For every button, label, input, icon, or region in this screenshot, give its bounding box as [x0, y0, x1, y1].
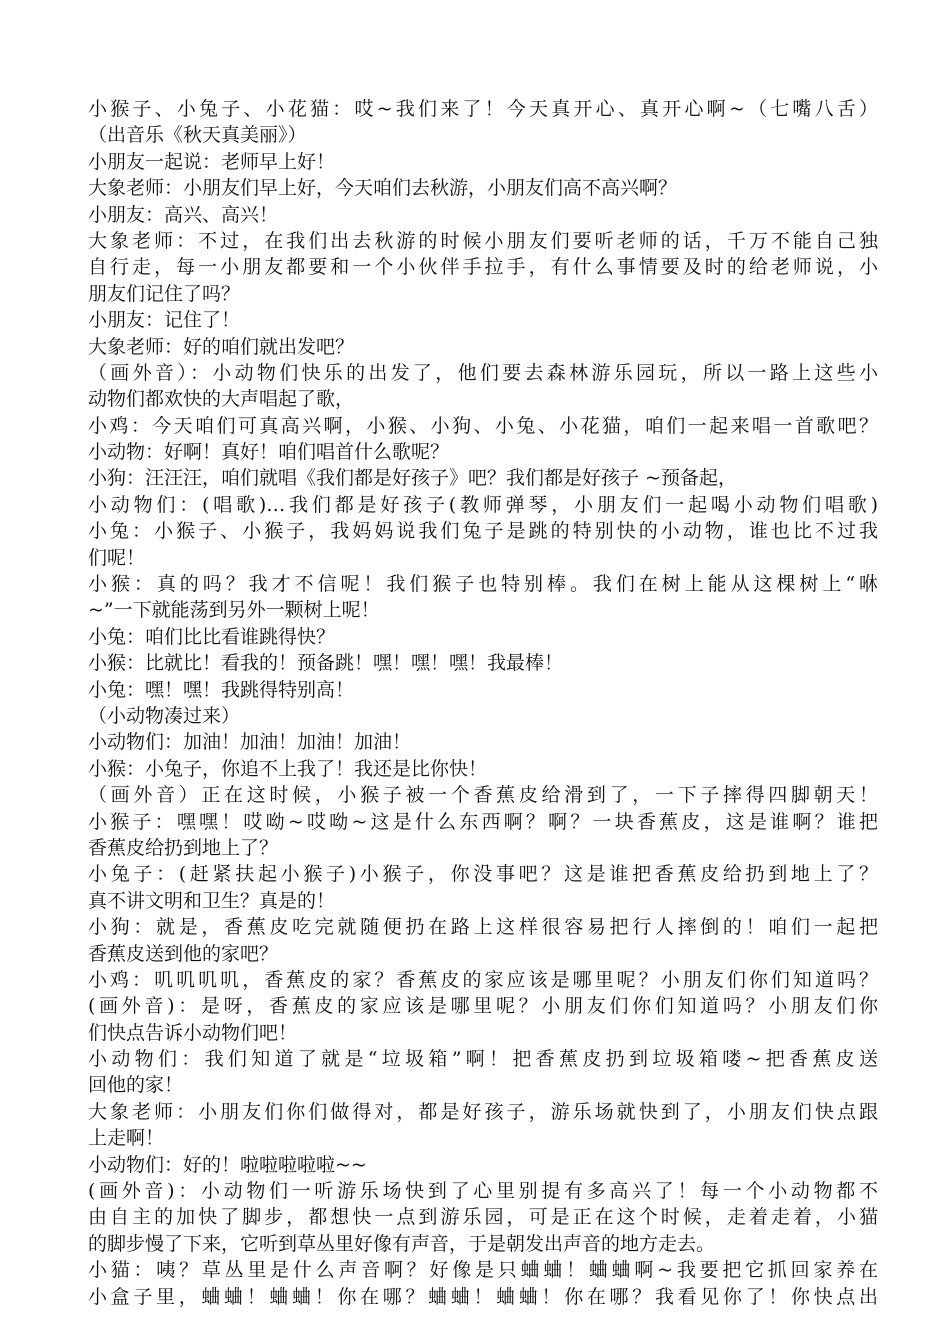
text-line: 小兔：小猴子、小猴子，我妈妈说我们兔子是跳的特别快的小动物，谁也比不过我 — [88, 520, 878, 543]
text-line: 小兔：咱们比比看谁跳得快？ — [88, 625, 336, 648]
text-line: 动物们都欢快的大声唱起了歌， — [88, 388, 355, 411]
text-line: 小鸡：今天咱们可真高兴啊，小猴、小狗、小兔、小花猫，咱们一起来唱一首歌吧？ — [88, 414, 878, 437]
text-line: 回他的家！ — [88, 1074, 184, 1097]
text-line: 小盒子里，蛐蛐！蛐蛐！你在哪？蛐蛐！蛐蛐！你在哪？我看见你了！你快点出 — [88, 1285, 878, 1308]
text-line: 自行走，每一小朋友都要和一个小伙伴手拉手，有什么事情要及时的给老师说，小 — [88, 256, 878, 279]
text-line: 小动物：好啊！真好！咱们唱首什么歌呢？ — [88, 441, 450, 464]
text-line: 小猴：真的吗？我才不信呢！我们猴子也特别棒。我们在树上能从这棵树上“咻 — [88, 573, 878, 596]
text-line: 由自主的加快了脚步，都想快一点到游乐园，可是正在这个时候，走着走着，小猫 — [88, 1206, 878, 1229]
text-line: （画外音）正在这时候，小猴子被一个香蕉皮给滑到了，一下子摔得四脚朝天！ — [88, 784, 878, 807]
text-line: （画外音）：小动物们快乐的出发了，他们要去森林游乐园玩，所以一路上这些小 — [88, 361, 878, 384]
text-line: （小动物凑过来） — [88, 704, 241, 727]
text-line: 小兔：嘿！嘿！我跳得特别高！ — [88, 678, 355, 701]
text-line: 大象老师：好的咱们就出发吧？ — [88, 335, 355, 358]
text-line: (画外音)：小动物们一听游乐场快到了心里别提有多高兴了！每一个小动物都不 — [88, 1180, 878, 1203]
text-line: 小动物们：我们知道了就是“垃圾箱”啊！把香蕉皮扔到垃圾箱喽~把香蕉皮送 — [88, 1048, 878, 1071]
text-line: 大象老师：小朋友们早上好，今天咱们去秋游，小朋友们高不高兴啊？ — [88, 177, 678, 200]
text-line: 朋友们记住了吗？ — [88, 282, 241, 305]
text-line: 的脚步慢了下来，它听到草丛里好像有声音，于是朝发出声音的地方走去。 — [88, 1232, 716, 1255]
text-line: 小兔子：(赶紧扶起小猴子)小猴子，你没事吧？这是谁把香蕉皮给扔到地上了？ — [88, 863, 878, 886]
text-line: 大象老师：不过，在我们出去秋游的时候小朋友们要听老师的话，千万不能自己独 — [88, 229, 878, 252]
text-line: 小朋友一起说：老师早上好！ — [88, 150, 336, 173]
text-line: 小猴子：嘿嘿！哎呦~哎呦~这是什么东西啊？啊？一块香蕉皮，这是谁啊？谁把 — [88, 810, 878, 833]
text-line: 小鸡：叽叽叽叽，香蕉皮的家？香蕉皮的家应该是哪里呢？小朋友们你们知道吗？ — [88, 968, 878, 991]
text-line: 小动物们：加油！加油！加油！加油！ — [88, 731, 412, 754]
text-line: (画外音)：是呀，香蕉皮的家应该是哪里呢？小朋友们你们知道吗？小朋友们你 — [88, 995, 878, 1018]
text-line: 小动物们：(唱歌)…我们都是好孩子(教师弹琴，小朋友们一起喝小动物们唱歌) — [88, 493, 878, 516]
text-line: 真不讲文明和卫生？真是的！ — [88, 889, 336, 912]
text-line: 小猴：小兔子，你追不上我了！我还是比你快！ — [88, 757, 488, 780]
text-line: 小朋友：高兴、高兴！ — [88, 203, 279, 226]
text-line: ~”一下就能荡到另外一颗树上呢！ — [88, 599, 380, 622]
text-line: （出音乐《秋天真美丽》） — [88, 124, 307, 147]
text-line: 大象老师：小朋友们你们做得对，都是好孩子，游乐场就快到了，小朋友们快点跟 — [88, 1100, 878, 1123]
document-body — [88, 96, 878, 1310]
text-line: 小猴：比就比！看我的！预备跳！嘿！嘿！嘿！我最棒！ — [88, 652, 564, 675]
text-line: 香蕉皮给扔到地上了？ — [88, 836, 279, 859]
text-line: 小朋友：记住了！ — [88, 309, 241, 332]
text-line: 小动物们：好的！啦啦啦啦啦~~ — [88, 1153, 367, 1176]
text-line: 上走啊！ — [88, 1127, 165, 1150]
text-line: 小狗：就是，香蕉皮吃完就随便扔在路上这样很容易把行人摔倒的！咱们一起把 — [88, 916, 878, 939]
text-line: 们快点告诉小动物们吧！ — [88, 1021, 298, 1044]
text-line: 小狗：汪汪汪，咱们就唱《我们都是好孩子》吧？我们都是好孩子 ~预备起， — [88, 467, 737, 490]
text-line: 小猫：咦？草丛里是什么声音啊？好像是只蛐蛐！蛐蛐啊~我要把它抓回家养在 — [88, 1259, 878, 1282]
text-line: 们呢！ — [88, 546, 146, 569]
text-line: 香蕉皮送到他的家吧？ — [88, 942, 279, 965]
text-line: 小猴子、小兔子、小花猫：哎~我们来了！今天真开心、真开心啊~（七嘴八舌） — [88, 98, 878, 120]
